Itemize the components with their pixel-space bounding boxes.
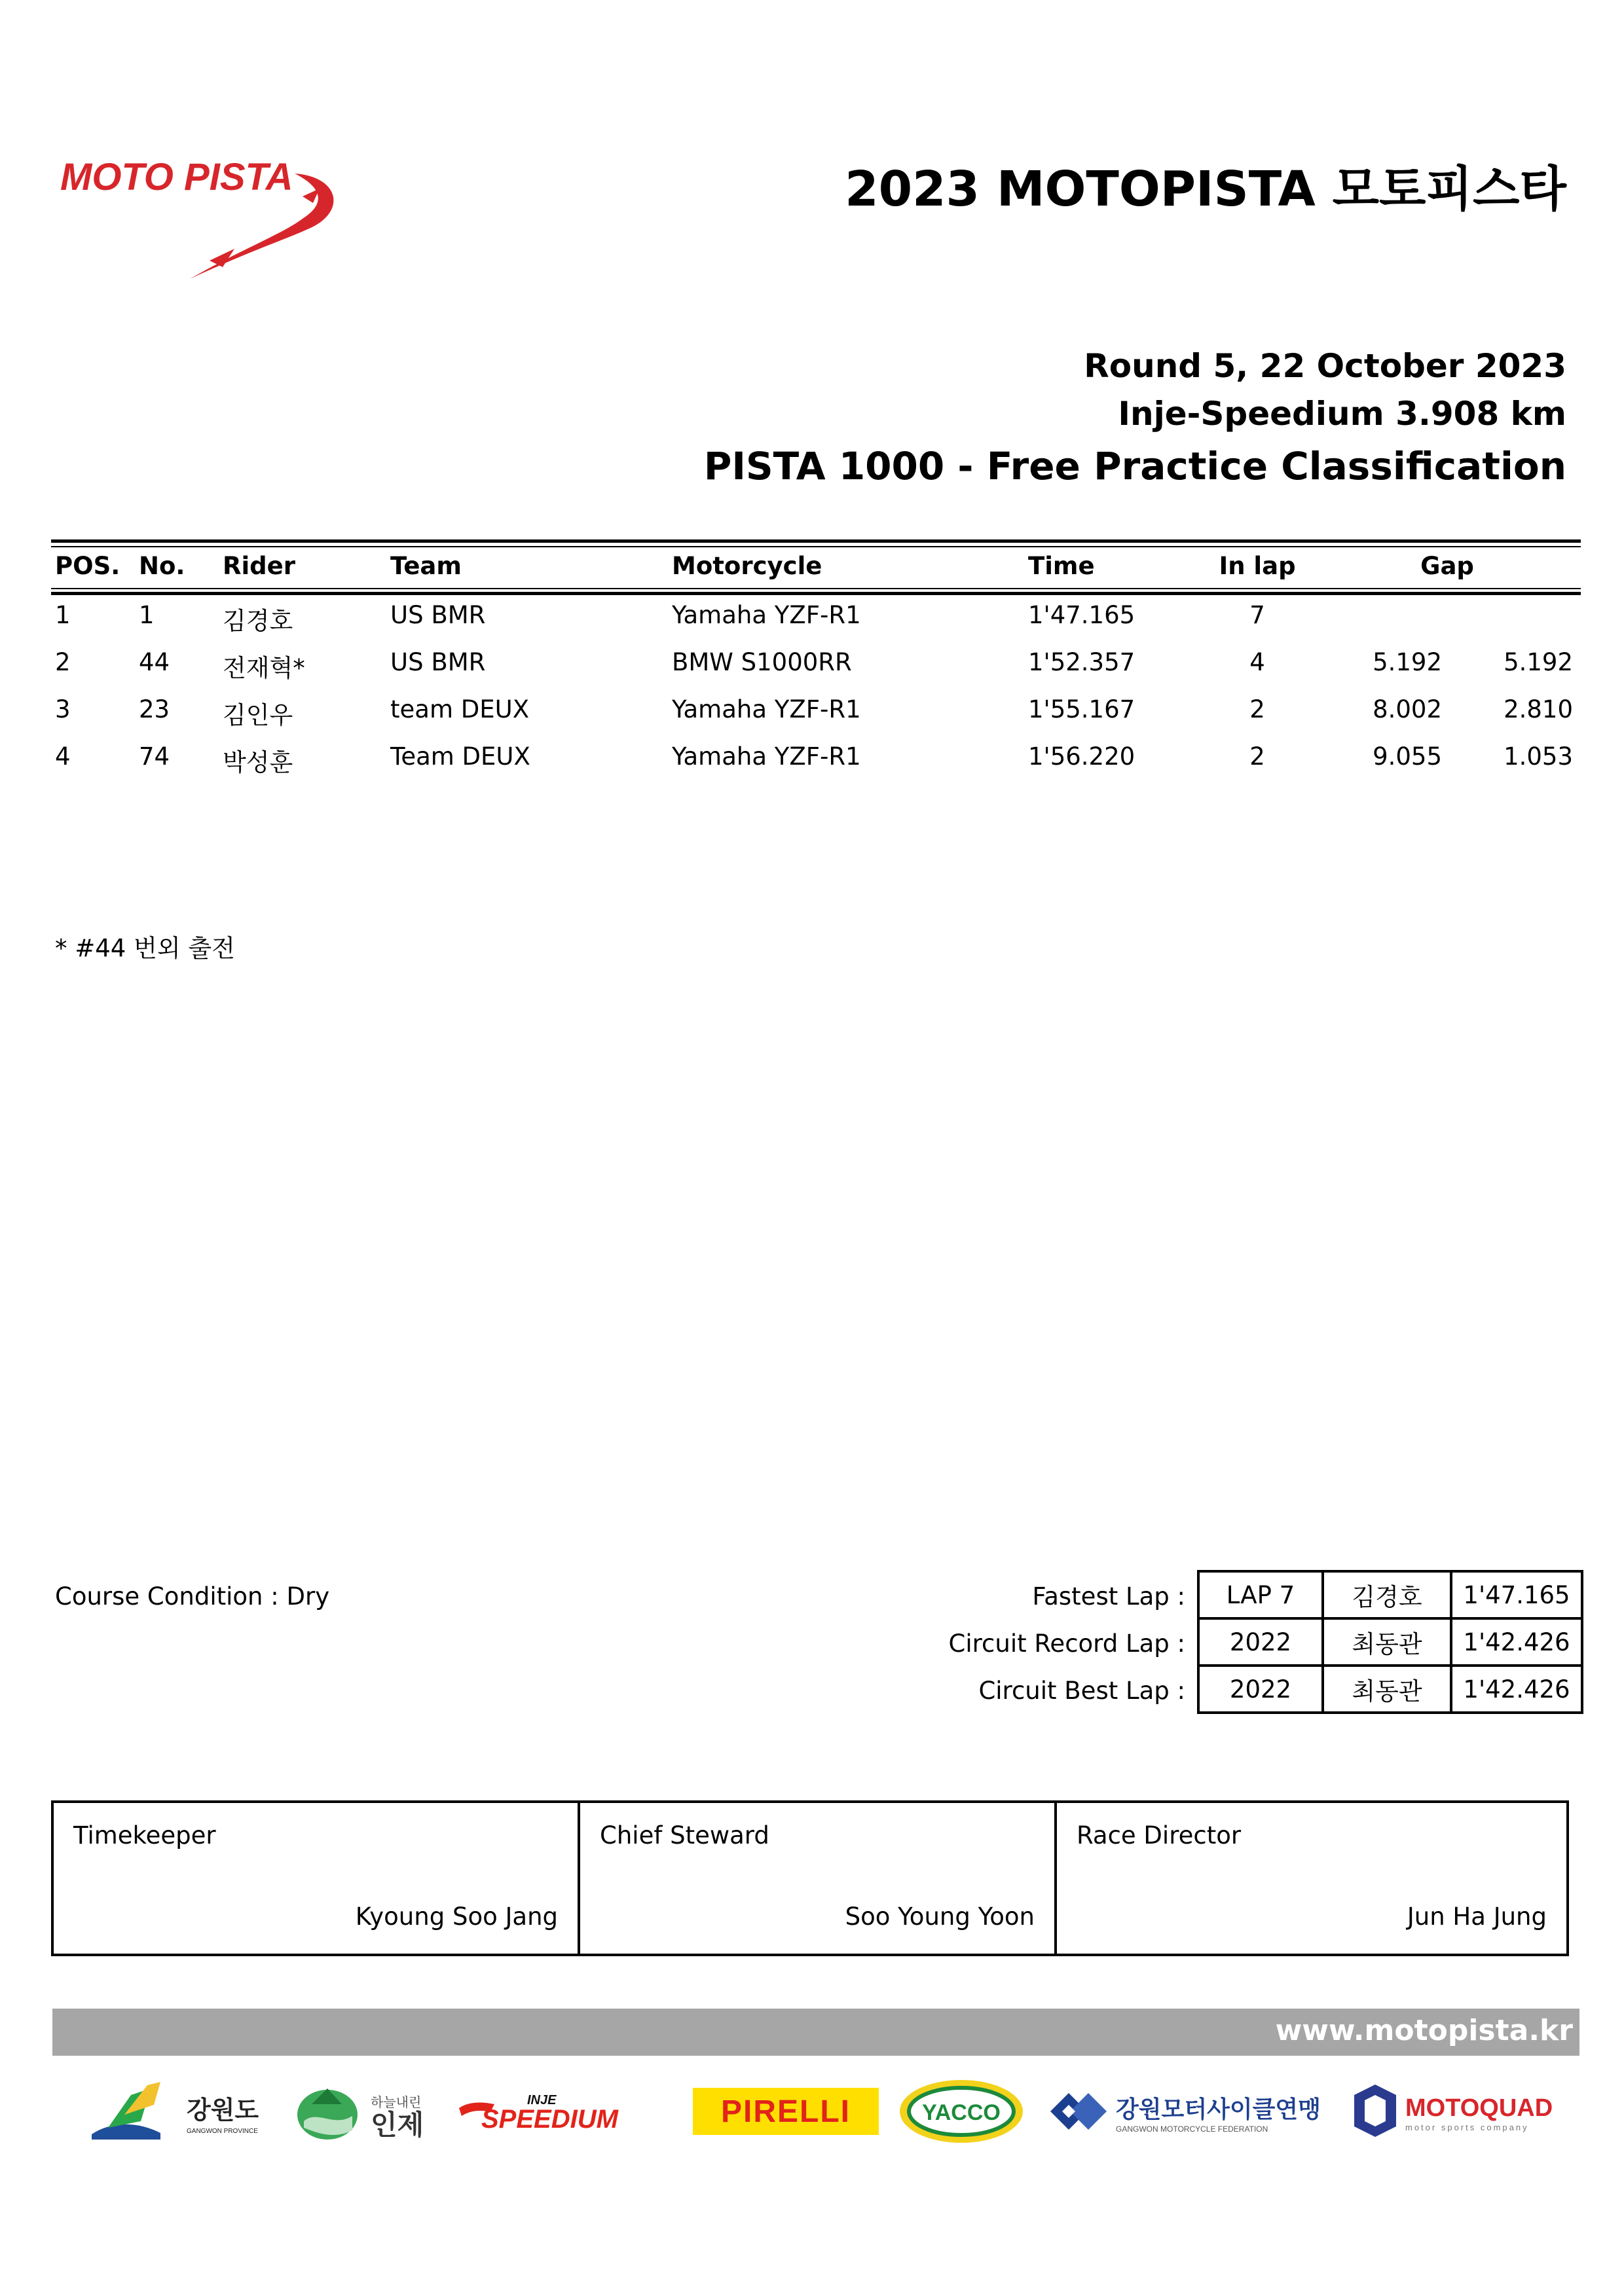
- fastest-lap-label: Fastest Lap :: [1032, 1582, 1185, 1611]
- motorcycle-cell: Yamaha YZF-R1: [672, 742, 861, 771]
- pirelli-logo: [693, 2075, 879, 2147]
- rider-cell: 박성훈: [223, 748, 293, 776]
- time-cell: 1'47.165: [1451, 1571, 1582, 1618]
- lap-cell: LAP 7: [1198, 1571, 1323, 1618]
- round-info: Round 5, 22 October 2023: [1084, 347, 1566, 385]
- rider-cell: 김경호: [223, 607, 293, 635]
- svg-text:강원모터사이클연맹: 강원모터사이클연맹: [1116, 2096, 1321, 2123]
- timekeeper-box: [51, 1800, 580, 1956]
- table-header-rule-thin: [51, 588, 1581, 589]
- inje-logo: [295, 2075, 439, 2147]
- official-name: Kyoung Soo Jang: [355, 1903, 558, 1931]
- team-cell: US BMR: [390, 648, 486, 676]
- fastest-lap-row: [1198, 1571, 1582, 1618]
- in-lap-cell: 2: [1249, 695, 1265, 723]
- svg-text:GANGWON MOTORCYCLE FEDERATION: GANGWON MOTORCYCLE FEDERATION: [1116, 2124, 1268, 2134]
- gap-cell: 8.002: [1373, 695, 1442, 723]
- col-gap: Gap: [1420, 552, 1474, 580]
- gangwon-motorcycle-federation-logo: [1044, 2075, 1332, 2147]
- svg-text:인제: 인제: [371, 2109, 424, 2140]
- svg-text:MOTOQUAD: MOTOQUAD: [1405, 2094, 1553, 2122]
- number-cell: 44: [139, 648, 170, 676]
- rider-cell: 전재혁*: [223, 654, 305, 682]
- website-link[interactable]: www.motopista.kr: [1275, 2014, 1573, 2047]
- svg-text:하늘내린: 하늘내린: [371, 2096, 422, 2110]
- official-name: Soo Young Yoon: [845, 1903, 1035, 1931]
- pos-cell: 2: [55, 648, 71, 676]
- table-top-rule: [51, 539, 1581, 543]
- table-row: [0, 742, 1624, 790]
- svg-text:MOTO PISTA: MOTO PISTA: [60, 156, 293, 198]
- gangwon-logo: [85, 2075, 275, 2147]
- circuit-best-lap-row: [1198, 1666, 1582, 1713]
- number-cell: 1: [139, 601, 155, 629]
- official-name: Jun Ha Jung: [1407, 1903, 1547, 1931]
- time-cell: 1'55.167: [1028, 695, 1135, 723]
- in-lap-cell: 7: [1249, 601, 1265, 629]
- team-cell: team DEUX: [390, 695, 530, 723]
- team-cell: US BMR: [390, 601, 486, 629]
- lap-records-table: [1197, 1570, 1583, 1714]
- circuit-record-lap-label: Circuit Record Lap :: [948, 1630, 1185, 1658]
- table-top-rule-thin: [51, 546, 1581, 547]
- table-row: [0, 695, 1624, 742]
- number-cell: 23: [139, 695, 170, 723]
- rider-cell: 김경호: [1323, 1571, 1451, 1618]
- team-cell: Team DEUX: [390, 742, 530, 771]
- lap-cell: 2022: [1198, 1666, 1323, 1713]
- time-cell: 1'42.426: [1451, 1618, 1582, 1666]
- svg-text:강원도: 강원도: [187, 2097, 259, 2124]
- time-cell: 1'56.220: [1028, 742, 1135, 771]
- session-title: PISTA 1000 - Free Practice Classification: [703, 444, 1566, 488]
- table-row: [0, 648, 1624, 695]
- motoquad-logo: [1349, 2075, 1572, 2147]
- course-condition: Course Condition : Dry: [55, 1582, 330, 1611]
- rider-cell: 최동관: [1323, 1666, 1451, 1713]
- website-bar: [52, 2009, 1579, 2056]
- gap-cell: 9.055: [1373, 742, 1442, 771]
- pirelli-wordmark: PIRELLI: [720, 2094, 851, 2129]
- document-title: 2023 MOTOPISTA 모토피스타: [845, 161, 1566, 217]
- rider-cell: 최동관: [1323, 1618, 1451, 1666]
- svg-text:INJE: INJE: [527, 2093, 557, 2107]
- time-cell: 1'42.426: [1451, 1666, 1582, 1713]
- yacco-logo: [897, 2075, 1025, 2147]
- svg-text:SPEEDIUM: SPEEDIUM: [481, 2105, 618, 2134]
- table-row: [0, 601, 1624, 648]
- svg-text:YACCO: YACCO: [922, 2100, 1001, 2125]
- circuit-record-lap-row: [1198, 1618, 1582, 1666]
- circuit-info: Inje-Speedium 3.908 km: [1118, 395, 1566, 433]
- col-motorcycle: Motorcycle: [672, 552, 822, 580]
- pos-cell: 4: [55, 742, 71, 771]
- chief-steward-box: [580, 1800, 1057, 1956]
- motorcycle-cell: Yamaha YZF-R1: [672, 695, 861, 723]
- inje-speedium-logo: [455, 2075, 671, 2147]
- col-no: No.: [139, 552, 185, 580]
- col-team: Team: [390, 552, 462, 580]
- gap-prev-cell: 2.810: [1504, 695, 1573, 723]
- table-header-rule: [51, 592, 1581, 595]
- role-label: Chief Steward: [600, 1821, 769, 1850]
- gap-prev-cell: 1.053: [1504, 742, 1573, 771]
- svg-text:GANGWON PROVINCE: GANGWON PROVINCE: [187, 2128, 258, 2135]
- role-label: Race Director: [1077, 1821, 1242, 1850]
- lap-cell: 2022: [1198, 1618, 1323, 1666]
- gap-prev-cell: 5.192: [1504, 648, 1573, 676]
- pos-cell: 3: [55, 695, 71, 723]
- time-cell: 1'47.165: [1028, 601, 1135, 629]
- col-rider: Rider: [223, 552, 295, 580]
- rider-cell: 김인우: [223, 701, 293, 729]
- circuit-best-lap-label: Circuit Best Lap :: [978, 1677, 1185, 1705]
- motorcycle-cell: Yamaha YZF-R1: [672, 601, 861, 629]
- time-cell: 1'52.357: [1028, 648, 1135, 676]
- col-pos: POS.: [55, 552, 120, 580]
- motorcycle-cell: BMW S1000RR: [672, 648, 852, 676]
- pos-cell: 1: [55, 601, 71, 629]
- race-director-box: [1057, 1800, 1569, 1956]
- role-label: Timekeeper: [73, 1821, 216, 1850]
- svg-text:motor sports company: motor sports company: [1405, 2123, 1529, 2132]
- in-lap-cell: 4: [1249, 648, 1265, 676]
- number-cell: 74: [139, 742, 170, 771]
- gap-cell: 5.192: [1373, 648, 1442, 676]
- col-in-lap: In lap: [1219, 552, 1296, 580]
- moto-pista-logo: [59, 151, 347, 282]
- in-lap-cell: 2: [1249, 742, 1265, 771]
- footnote: * #44 번외 출전: [55, 934, 235, 962]
- col-time: Time: [1028, 552, 1095, 580]
